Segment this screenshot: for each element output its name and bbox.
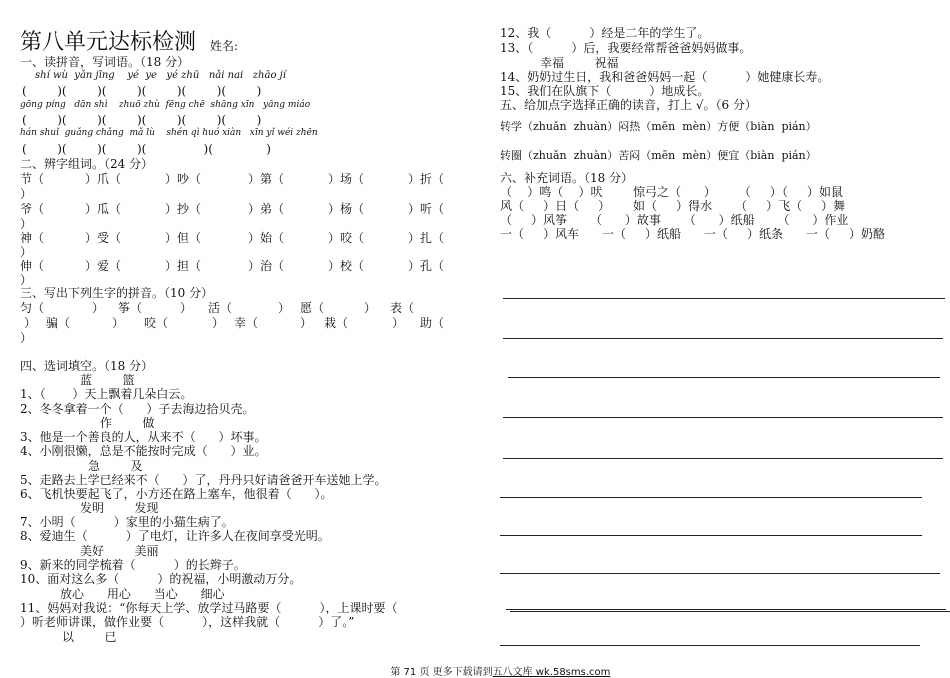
word-group-cell[interactable]: 节（	[20, 172, 45, 186]
section-5-heading: 五、给加点字选择正确的读音，打上 √。（6 分）	[500, 98, 757, 112]
word-group-cell[interactable]: ）吵（	[165, 172, 202, 186]
word-choice-pair: 蓝 篮	[80, 373, 135, 387]
word-group-cell[interactable]: ）第（	[248, 172, 285, 186]
fill-sentence[interactable]: 4、小刚很懒，总是不能按时完成（ ）业。	[20, 444, 267, 458]
page-title: 第八单元达标检测	[20, 30, 197, 55]
pinyin-cell[interactable]: ）	[300, 316, 313, 330]
fill-sentence[interactable]: 2、冬冬拿着一个（ ）子去海边拾贝壳。	[20, 402, 255, 416]
word-group-cell[interactable]: ）瓜（	[85, 202, 122, 216]
word-group-cell[interactable]: ）	[20, 273, 33, 287]
idiom-row[interactable]: 风（ ）日（ ） 如（ ）得水 （ ）飞（ ）舞	[500, 199, 846, 213]
word-choice-pair: 发明 发现	[80, 501, 159, 515]
fill-sentence[interactable]: 5、走路去上学已经来不（ ）了，丹丹只好请爸爸开车送她上学。	[20, 473, 387, 487]
idiom-row[interactable]: （ ）风筝 （ ）故事 （ ）纸船 （ ）作业	[500, 213, 849, 227]
word-group-cell[interactable]: ）但（	[165, 231, 202, 245]
word-choice-pair: 急 及	[88, 459, 143, 473]
answer-brackets-1[interactable]: ( )( )( )( )( )( )	[22, 84, 262, 98]
word-group-cell[interactable]: ）受（	[85, 231, 122, 245]
writing-line[interactable]	[500, 535, 922, 536]
word-group-cell[interactable]: ）场（	[328, 172, 365, 186]
page-footer	[384, 658, 610, 678]
pronunciation-row-2[interactable]: 转圈（zhuǎn zhuàn）苦闷（mēn mèn）便宜（biàn pián）	[500, 149, 817, 162]
pinyin-cell[interactable]: 栽（	[324, 316, 349, 330]
pinyin-cell[interactable]: ）	[278, 301, 291, 315]
word-group-cell[interactable]: ）爪（	[85, 172, 122, 186]
word-group-cell[interactable]: 伸（	[20, 259, 45, 273]
idiom-row[interactable]: （ ）鸣（ ）吠 惊弓之（ ） （ ）（ ）如鼠	[500, 185, 843, 199]
answer-brackets-3[interactable]: ( )( )( )( )( )	[22, 142, 271, 156]
footer-text: 第 71 页 更多下载请到	[390, 667, 493, 678]
writing-line[interactable]	[503, 458, 943, 459]
pinyin-cell[interactable]: 助（	[420, 316, 445, 330]
word-group-cell[interactable]: ）抄（	[165, 202, 202, 216]
section-2-heading: 二、辨字组词。（24 分）	[20, 157, 154, 171]
pinyin-cell[interactable]: ）	[392, 316, 405, 330]
pinyin-cell[interactable]: ）	[24, 316, 37, 330]
word-choice-pair: 幸福 祝福	[540, 56, 619, 70]
fill-sentence[interactable]: ）听老师讲课，做作业要（ ），这样我就（ ）了。”	[20, 615, 355, 629]
fill-sentence[interactable]: 14、奶奶过生日，我和爸爸妈妈一起（ ）她健康长寿。	[500, 70, 830, 84]
pinyin-cell[interactable]: ）	[112, 316, 125, 330]
idiom-row[interactable]: 一（ ）风车 一（ ）纸船 一（ ）纸条 一（ ）奶酪	[500, 227, 885, 241]
word-group-cell[interactable]: ）爱（	[85, 259, 122, 273]
pinyin-cell[interactable]: 表（	[390, 301, 415, 315]
pinyin-row-1: shí wù yǎn jīng yé ye yé zhū nǎi nai zhāo jí	[35, 70, 286, 81]
section-4-heading: 四、选词填空。（18 分）	[20, 359, 154, 373]
writing-line[interactable]	[510, 611, 950, 612]
pinyin-cell[interactable]: 匀（	[20, 301, 45, 315]
pronunciation-row-1[interactable]: 转学（zhuǎn zhuàn）闷热（mēn mèn）方便（biàn pián）	[500, 120, 817, 133]
fill-sentence[interactable]: 9、新来的同学梳着（ ）的长辫子。	[20, 558, 246, 572]
fill-sentence[interactable]: 8、爱迪生（ ）了电灯，让许多人在夜间享受光明。	[20, 529, 330, 543]
writing-line[interactable]	[508, 377, 940, 378]
word-group-cell[interactable]: ）担（	[165, 259, 202, 273]
pinyin-row-2: gōng píng dān shì zhuō zhù fēng chē shāng xīn yāng miáo	[20, 100, 311, 110]
pinyin-row-3: hán shuǐ guǎng chǎng mǎ lù shén qì huó xiàn xīn yǐ wéi zhēn	[20, 128, 318, 138]
word-group-cell[interactable]: ）	[20, 217, 33, 231]
fill-sentence[interactable]: 12、我（ ）经是二年的学生了。	[500, 26, 710, 40]
word-group-cell[interactable]: ）始（	[248, 231, 285, 245]
writing-line[interactable]	[500, 645, 920, 646]
writing-line[interactable]	[506, 609, 946, 610]
word-group-cell[interactable]: ）听（	[408, 202, 445, 216]
fill-sentence[interactable]: 7、小明（ ）家里的小猫生病了。	[20, 515, 234, 529]
writing-line[interactable]	[503, 298, 945, 299]
word-group-cell[interactable]: ）治（	[248, 259, 285, 273]
writing-line[interactable]	[500, 573, 940, 574]
pinyin-cell[interactable]: 愿（	[300, 301, 325, 315]
word-group-cell[interactable]: ）弟（	[248, 202, 285, 216]
word-group-cell[interactable]: ）杨（	[328, 202, 365, 216]
pinyin-cell[interactable]: ）	[20, 331, 33, 345]
pinyin-cell[interactable]: 筝（	[118, 301, 143, 315]
section-1-heading: 一、读拼音，写词语。（18 分）	[20, 55, 190, 69]
word-group-cell[interactable]: ）校（	[328, 259, 365, 273]
fill-sentence[interactable]: 15、我们在队旗下（ ）地成长。	[500, 84, 710, 98]
pinyin-cell[interactable]: ）	[212, 316, 225, 330]
word-group-cell[interactable]: ）咬（	[328, 231, 365, 245]
pinyin-cell[interactable]: ）	[180, 301, 193, 315]
section-3-heading: 三、写出下列生字的拼音。（10 分）	[20, 286, 214, 300]
pinyin-cell[interactable]: 咬（	[144, 316, 169, 330]
pinyin-cell[interactable]: 活（	[208, 301, 233, 315]
writing-line[interactable]	[503, 417, 943, 418]
fill-sentence[interactable]: 10、面对这么多（ ）的祝福，小明激动万分。	[20, 572, 302, 586]
word-group-cell[interactable]: ）孔（	[408, 259, 445, 273]
pinyin-cell[interactable]: ）	[92, 301, 105, 315]
word-group-cell[interactable]: ）	[20, 245, 33, 259]
word-choice-pair: 以 已	[62, 630, 117, 644]
fill-sentence[interactable]: 1、（ ）天上飘着几朵白云。	[20, 387, 193, 401]
pinyin-cell[interactable]: 幸（	[234, 316, 259, 330]
word-choice-set: 放心 用心 当心 细心	[60, 587, 225, 601]
word-choice-pair: 美好 美丽	[80, 544, 159, 558]
pinyin-cell[interactable]: 骗（	[46, 316, 71, 330]
fill-sentence[interactable]: 13、（ ）后，我要经常帮爸爸妈妈做事。	[500, 41, 752, 55]
footer-link[interactable]: 五八文库 wk.58sms.com	[492, 667, 611, 678]
section-6-heading: 六、补充词语。（18 分）	[500, 171, 634, 185]
word-group-cell[interactable]: ）扎（	[408, 231, 445, 245]
word-group-cell[interactable]: 爷（	[20, 202, 45, 216]
word-group-cell[interactable]: 神（	[20, 231, 45, 245]
fill-sentence[interactable]: 6、飞机快要起飞了，小方还在路上塞车，他很着（ ）。	[20, 487, 333, 501]
word-group-cell[interactable]: ）	[20, 187, 33, 201]
word-group-cell[interactable]: ）折（	[408, 172, 445, 186]
pinyin-cell[interactable]: ）	[364, 301, 377, 315]
name-label: 姓名:	[210, 39, 239, 53]
answer-brackets-2[interactable]: ( )( )( )( )( )( )	[22, 113, 262, 127]
writing-line[interactable]	[503, 338, 943, 339]
fill-sentence[interactable]: 11、妈妈对我说：“你每天上学、放学过马路要（ ），上课时要（	[20, 601, 398, 615]
writing-line[interactable]	[500, 497, 922, 498]
word-choice-pair: 作 做	[100, 416, 155, 430]
fill-sentence[interactable]: 3、他是一个善良的人，从来不（ ）坏事。	[20, 430, 267, 444]
